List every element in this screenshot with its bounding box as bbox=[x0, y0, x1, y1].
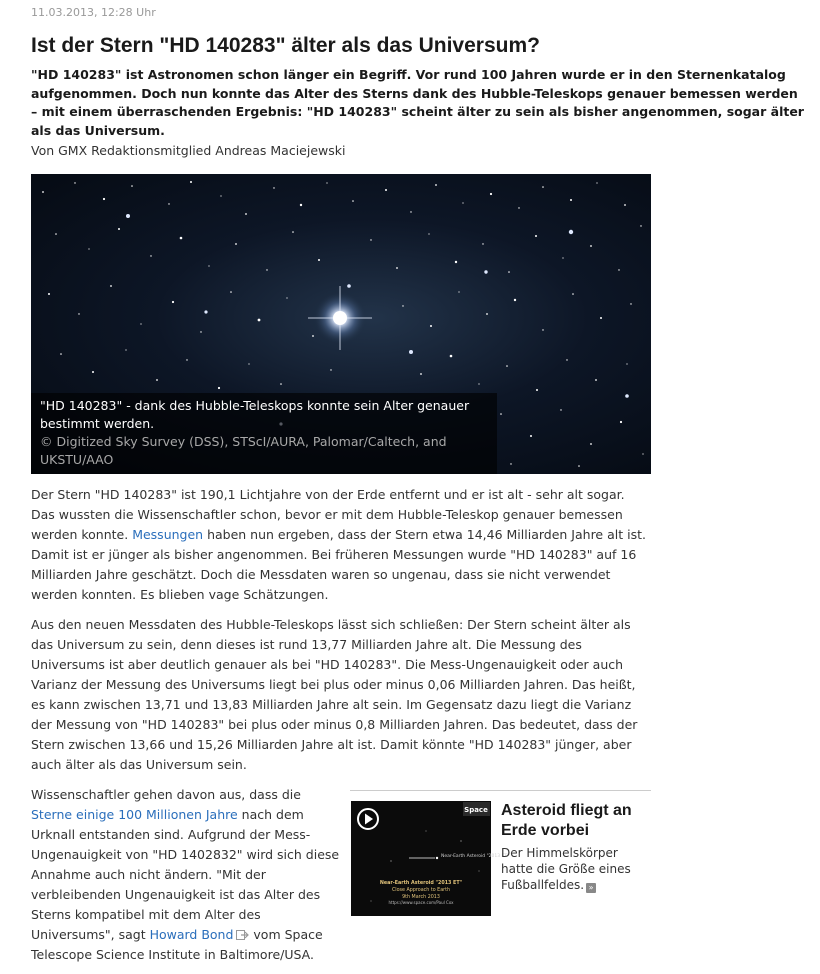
teaser-logo: Space bbox=[464, 806, 488, 814]
teaser-image-label-date: 9th March 2013 bbox=[402, 895, 440, 900]
article-byline: Von GMX Redaktionsmitglied Andreas Maciejewski bbox=[31, 143, 346, 158]
body-paragraph-2: Aus den neuen Messdaten des Hubble-Teleskops lässt sich schließen: Der Stern scheint älter als das Universum zu sein, denn dieses ist rund 13,77 Milliarden Jahre alt. Die Messung des Universums ist aber deutlich genauer als bei "HD 140283". Die Mess-Ungenauigkeit oder auch Varianz der Messung des Universums liegt bei plus oder minus 0,06 Milliarden Jahren. Das heißt, es kann zwischen 13,71 und 13,83 Milliarden Jahre alt sein. Im Gegensatz dazu liegt die Varianz der Messung von "HD 140283" bei plus oder minus 0,8 Milliarden Jahren. Das bedeutet, dass der Stern zwischen 13,66 und 15,26 Milliarden Jahre alt ist. Damit könnte "HD 140283" jünger, aber auch älter als das Universum sein. bbox=[31, 617, 638, 772]
teaser-text bbox=[501, 845, 651, 893]
p1-text-after: haben nun ergeben, dass der Stern etwa 14,46 Milliarden Jahre alt ist. Damit ist er jünger als bisher angenommen. Bei früheren Messungen wurde "HD 140283" auf 16 Milliarden Jahre geschätzt. Doch die Messdaten waren so ungenau, dass sie nicht verwendet werden konnten. Es blieben vage Schätzungen. bbox=[31, 527, 646, 602]
external-link-icon bbox=[236, 930, 249, 940]
hero-credit: © Digitized Sky Survey (DSS), STScI/AURA, Palomar/Caltech, and UKSTU/AAO bbox=[40, 434, 447, 467]
teaser-title[interactable]: Asteroid fliegt an Erde vorbei bbox=[501, 802, 632, 839]
howard-bond-link[interactable]: Howard Bond bbox=[149, 927, 234, 942]
p3-text-before: Wissenschaftler gehen davon aus, dass die bbox=[31, 787, 301, 802]
article-date: 11.03.2013, 12:28 Uhr bbox=[31, 6, 156, 19]
hero-caption bbox=[31, 393, 497, 474]
teaser-thumbnail-art bbox=[351, 801, 510, 916]
p3-text-after: vom Space Telescope Science Institute in Baltimore/USA. bbox=[31, 927, 323, 962]
teaser-video-thumbnail[interactable] bbox=[351, 801, 510, 916]
teaser-image-label-top: Near-Earth Asteroid "2013 ET" bbox=[379, 881, 463, 886]
teaser-description: Der Himmelskörper hatte die Größe eines Fußballfeldes. bbox=[501, 846, 631, 892]
hero-image[interactable] bbox=[31, 174, 651, 474]
p3-text-middle: nach dem Urknall entstanden sind. Aufgrund der Mess-Ungenauigkeit von "HD 1402832" wird sich diese Annahme auch nicht ändern. "Mit der verbleibenden Ungenauigkeit ist das Alter des Sterns kompatibel mit dem Alter des Universums", sagt bbox=[31, 807, 340, 942]
hero-caption-text: "HD 140283" - dank des Hubble-Teleskops konnte sein Alter genauer bestimmt werden. bbox=[40, 398, 470, 431]
body-paragraph-3 bbox=[31, 785, 341, 965]
stars-age-link[interactable]: Sterne einige 100 Millionen Jahre bbox=[31, 807, 238, 822]
body-paragraph-1 bbox=[31, 485, 651, 605]
teaser-divider bbox=[350, 790, 651, 791]
article-lead: "HD 140283" ist Astronomen schon länger ein Begriff. Vor rund 100 Jahren wurde er in den Sternenkatalog aufgenommen. Doch nun konnte das Alter des Sterns dank des Hubble-Teleskops genauer bemessen werden – mit einem überraschenden Ergebnis: "HD 140283" scheint älter zu sein als bisher angenommen, sogar älter als das Universum. bbox=[31, 67, 804, 138]
p1-text-before: Der Stern "HD 140283" ist 190,1 Lichtjahre von der Erde entfernt und er ist alt - sehr alt sogar. Das wussten die Wissenschaftler schon, bevor er mit dem Hubble-Teleskop genauer bemessen werden konnte. bbox=[31, 487, 625, 542]
measurements-link[interactable]: Messungen bbox=[132, 527, 204, 542]
play-icon[interactable] bbox=[358, 809, 378, 829]
teaser-object-label: Near-Earth Asteroid "2013 ET" bbox=[441, 854, 510, 859]
teaser-image-label-url: https://www.space.com/Paul Cox bbox=[388, 900, 454, 905]
article-title: Ist der Stern "HD 140283" älter als das Universum? bbox=[31, 34, 540, 57]
more-arrow-icon[interactable]: » bbox=[586, 883, 596, 893]
teaser-image-label-mid: Close Approach to Earth bbox=[391, 888, 451, 893]
